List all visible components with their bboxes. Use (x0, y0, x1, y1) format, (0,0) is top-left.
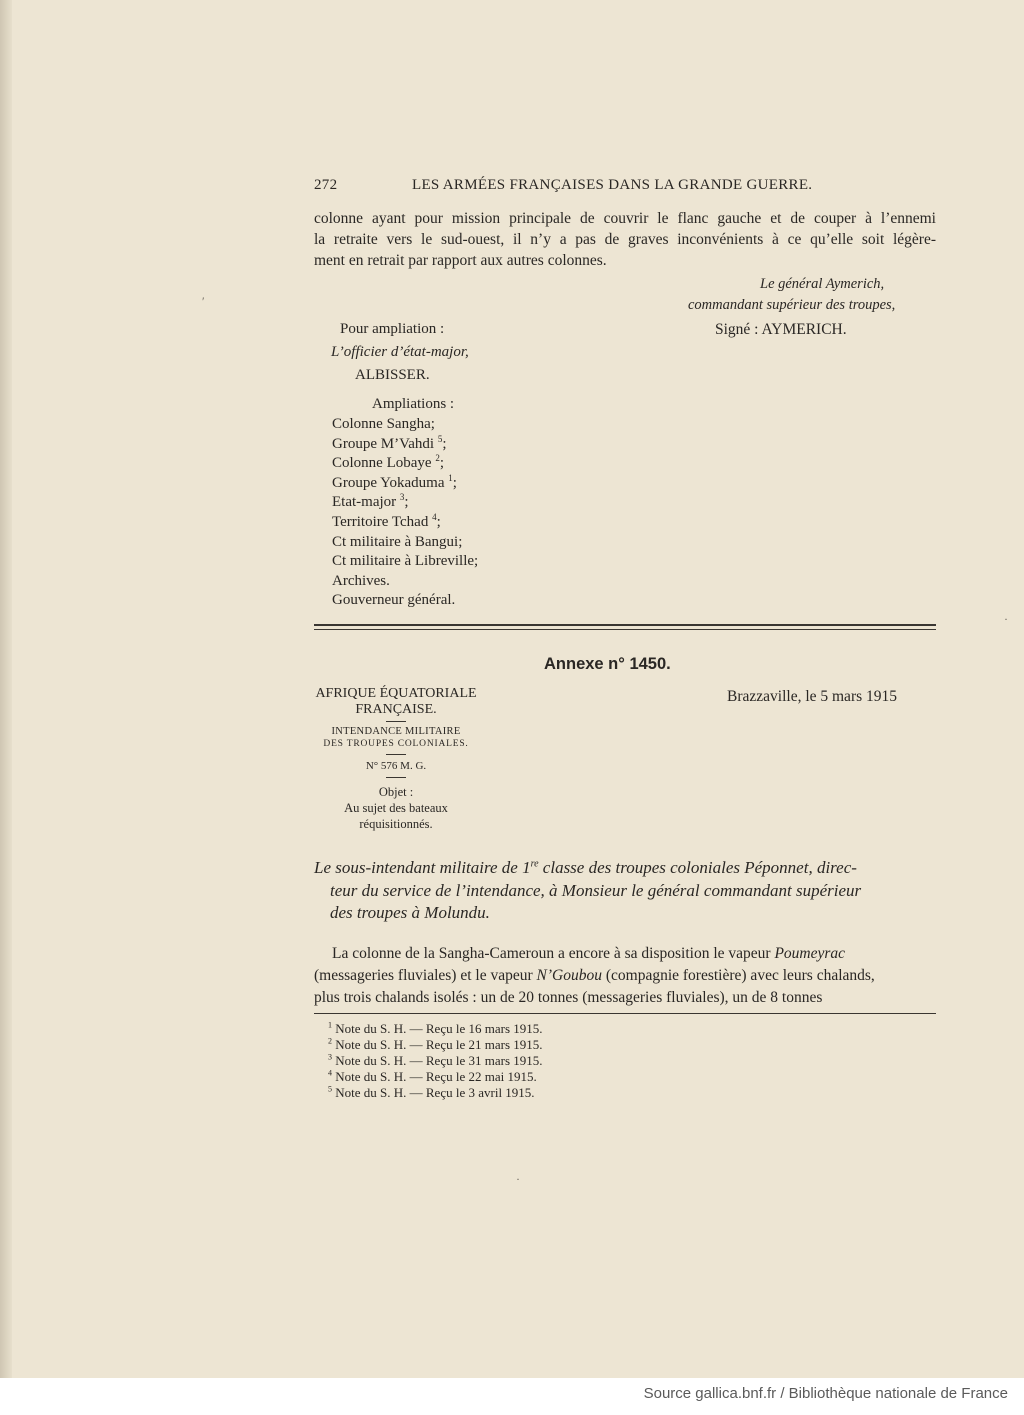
page-number: 272 (314, 177, 338, 193)
intro-line-2: teur du service de l’intendance, à Monsieur le général commandant supérieur (330, 880, 862, 900)
place-date: Brazzaville, le 5 mars 1915 (727, 688, 898, 705)
signature-line-1: Le général Aymerich, (760, 276, 885, 292)
signature-line-2: commandant supérieur des troupes, (688, 297, 896, 313)
top-text-line-1: colonne ayant pour mission principale de couvrir le flanc gauche et de couper à l’ennemi (314, 210, 936, 227)
reference-number: N° 576 M. G. (365, 760, 427, 772)
intro-line-3: des troupes à Molundu. (330, 903, 490, 922)
footnote: $^4$ Note du S. H. — Reçu le 22 mai 1915. (328, 1068, 537, 1084)
org-line-1: AFRIQUE ÉQUATORIALE (315, 686, 477, 701)
objet-label: Objet : (378, 785, 414, 799)
ampliation-label: Pour ampliation : (340, 321, 445, 337)
section-rule-thick (314, 624, 936, 626)
scan-speck: · (1004, 612, 1008, 626)
section-rule-thin (314, 629, 936, 630)
list-item: Groupe M’Vahdi $^5$; (332, 433, 447, 452)
intro-line-1: Le sous-intendant militaire de 1re classe des troupes coloniales Péponnet, direc- (314, 858, 857, 877)
list-item: Groupe Yokaduma $^1$; (332, 472, 457, 491)
divider (386, 721, 406, 722)
footnote: $^2$ Note du S. H. — Reçu le 21 mars 1915. (328, 1036, 543, 1052)
ampliation-name: ALBISSER. (355, 367, 430, 383)
service-line-2: DES TROUPES COLONIALES. (323, 739, 469, 749)
paragraph-line-2: (messageries fluviales) et le vapeur N’Goubou (compagnie forestière) avec leurs chalands, (314, 967, 875, 984)
running-head-title: LES ARMÉES FRANÇAISES DANS LA GRANDE GUERRE. (412, 177, 813, 193)
objet-line-1: Au sujet des bateaux (344, 801, 448, 815)
list-item: Territoire Tchad $^4$; (332, 511, 441, 530)
ampliations-list (332, 415, 478, 611)
annex-sender-block (310, 686, 482, 832)
top-text-line-3: ment en retrait par rapport aux autres colonnes. (314, 252, 607, 269)
ampliation-officer: L’officier d’état-major, (331, 344, 469, 360)
list-item: Archives. (332, 572, 390, 589)
footnote: $^5$ Note du S. H. — Reçu le 3 avril 1915. (328, 1084, 535, 1100)
body-paragraph (314, 943, 936, 1009)
footnote: $^3$ Note du S. H. — Reçu le 31 mars 1915. (328, 1052, 543, 1068)
objet-line-2: réquisitionnés. (359, 817, 433, 831)
list-item: Colonne Lobaye $^2$; (332, 453, 444, 472)
divider (386, 754, 406, 755)
divider (386, 777, 406, 778)
list-item: Gouverneur général. (332, 592, 456, 609)
top-text-line-2: la retraite vers le sud-ouest, il n’y a pas de graves inconvénients à ce qu’elle soit légère- (314, 231, 936, 248)
paragraph-line-3: plus trois chalands isolés : un de 20 tonnes (messageries fluviales), un de 8 tonnes (314, 989, 823, 1006)
footnote: $^1$ Note du S. H. — Reçu le 16 mars 1915. (328, 1020, 543, 1036)
list-item: Ct militaire à Libreville; (332, 553, 479, 570)
service-line-1: INTENDANCE MILITAIRE (331, 726, 461, 737)
list-item: Ct militaire à Bangui; (332, 533, 463, 550)
signature-signed: Signé : AYMERICH. (715, 321, 847, 338)
list-item: Colonne Sangha; (332, 416, 435, 432)
ampliations-heading: Ampliations : (372, 396, 455, 412)
source-credit: Source gallica.bnf.fr / Bibliothèque nationale de France (643, 1385, 1008, 1402)
org-line-2: FRANÇAISE. (355, 702, 437, 717)
letter-intro (314, 857, 936, 925)
page-edge-shadow (0, 0, 12, 1378)
footnotes (328, 1021, 543, 1101)
annex-title: Annexe n° 1450. (544, 655, 671, 673)
scan-speck: · (516, 1172, 520, 1186)
footnote-rule (314, 1013, 936, 1014)
list-item: Etat-major $^3$; (332, 492, 409, 511)
scan-speck: ′ (202, 294, 205, 308)
paragraph-line-1: La colonne de la Sangha-Cameroun a encore à sa disposition le vapeur Poumeyrac (332, 945, 846, 962)
